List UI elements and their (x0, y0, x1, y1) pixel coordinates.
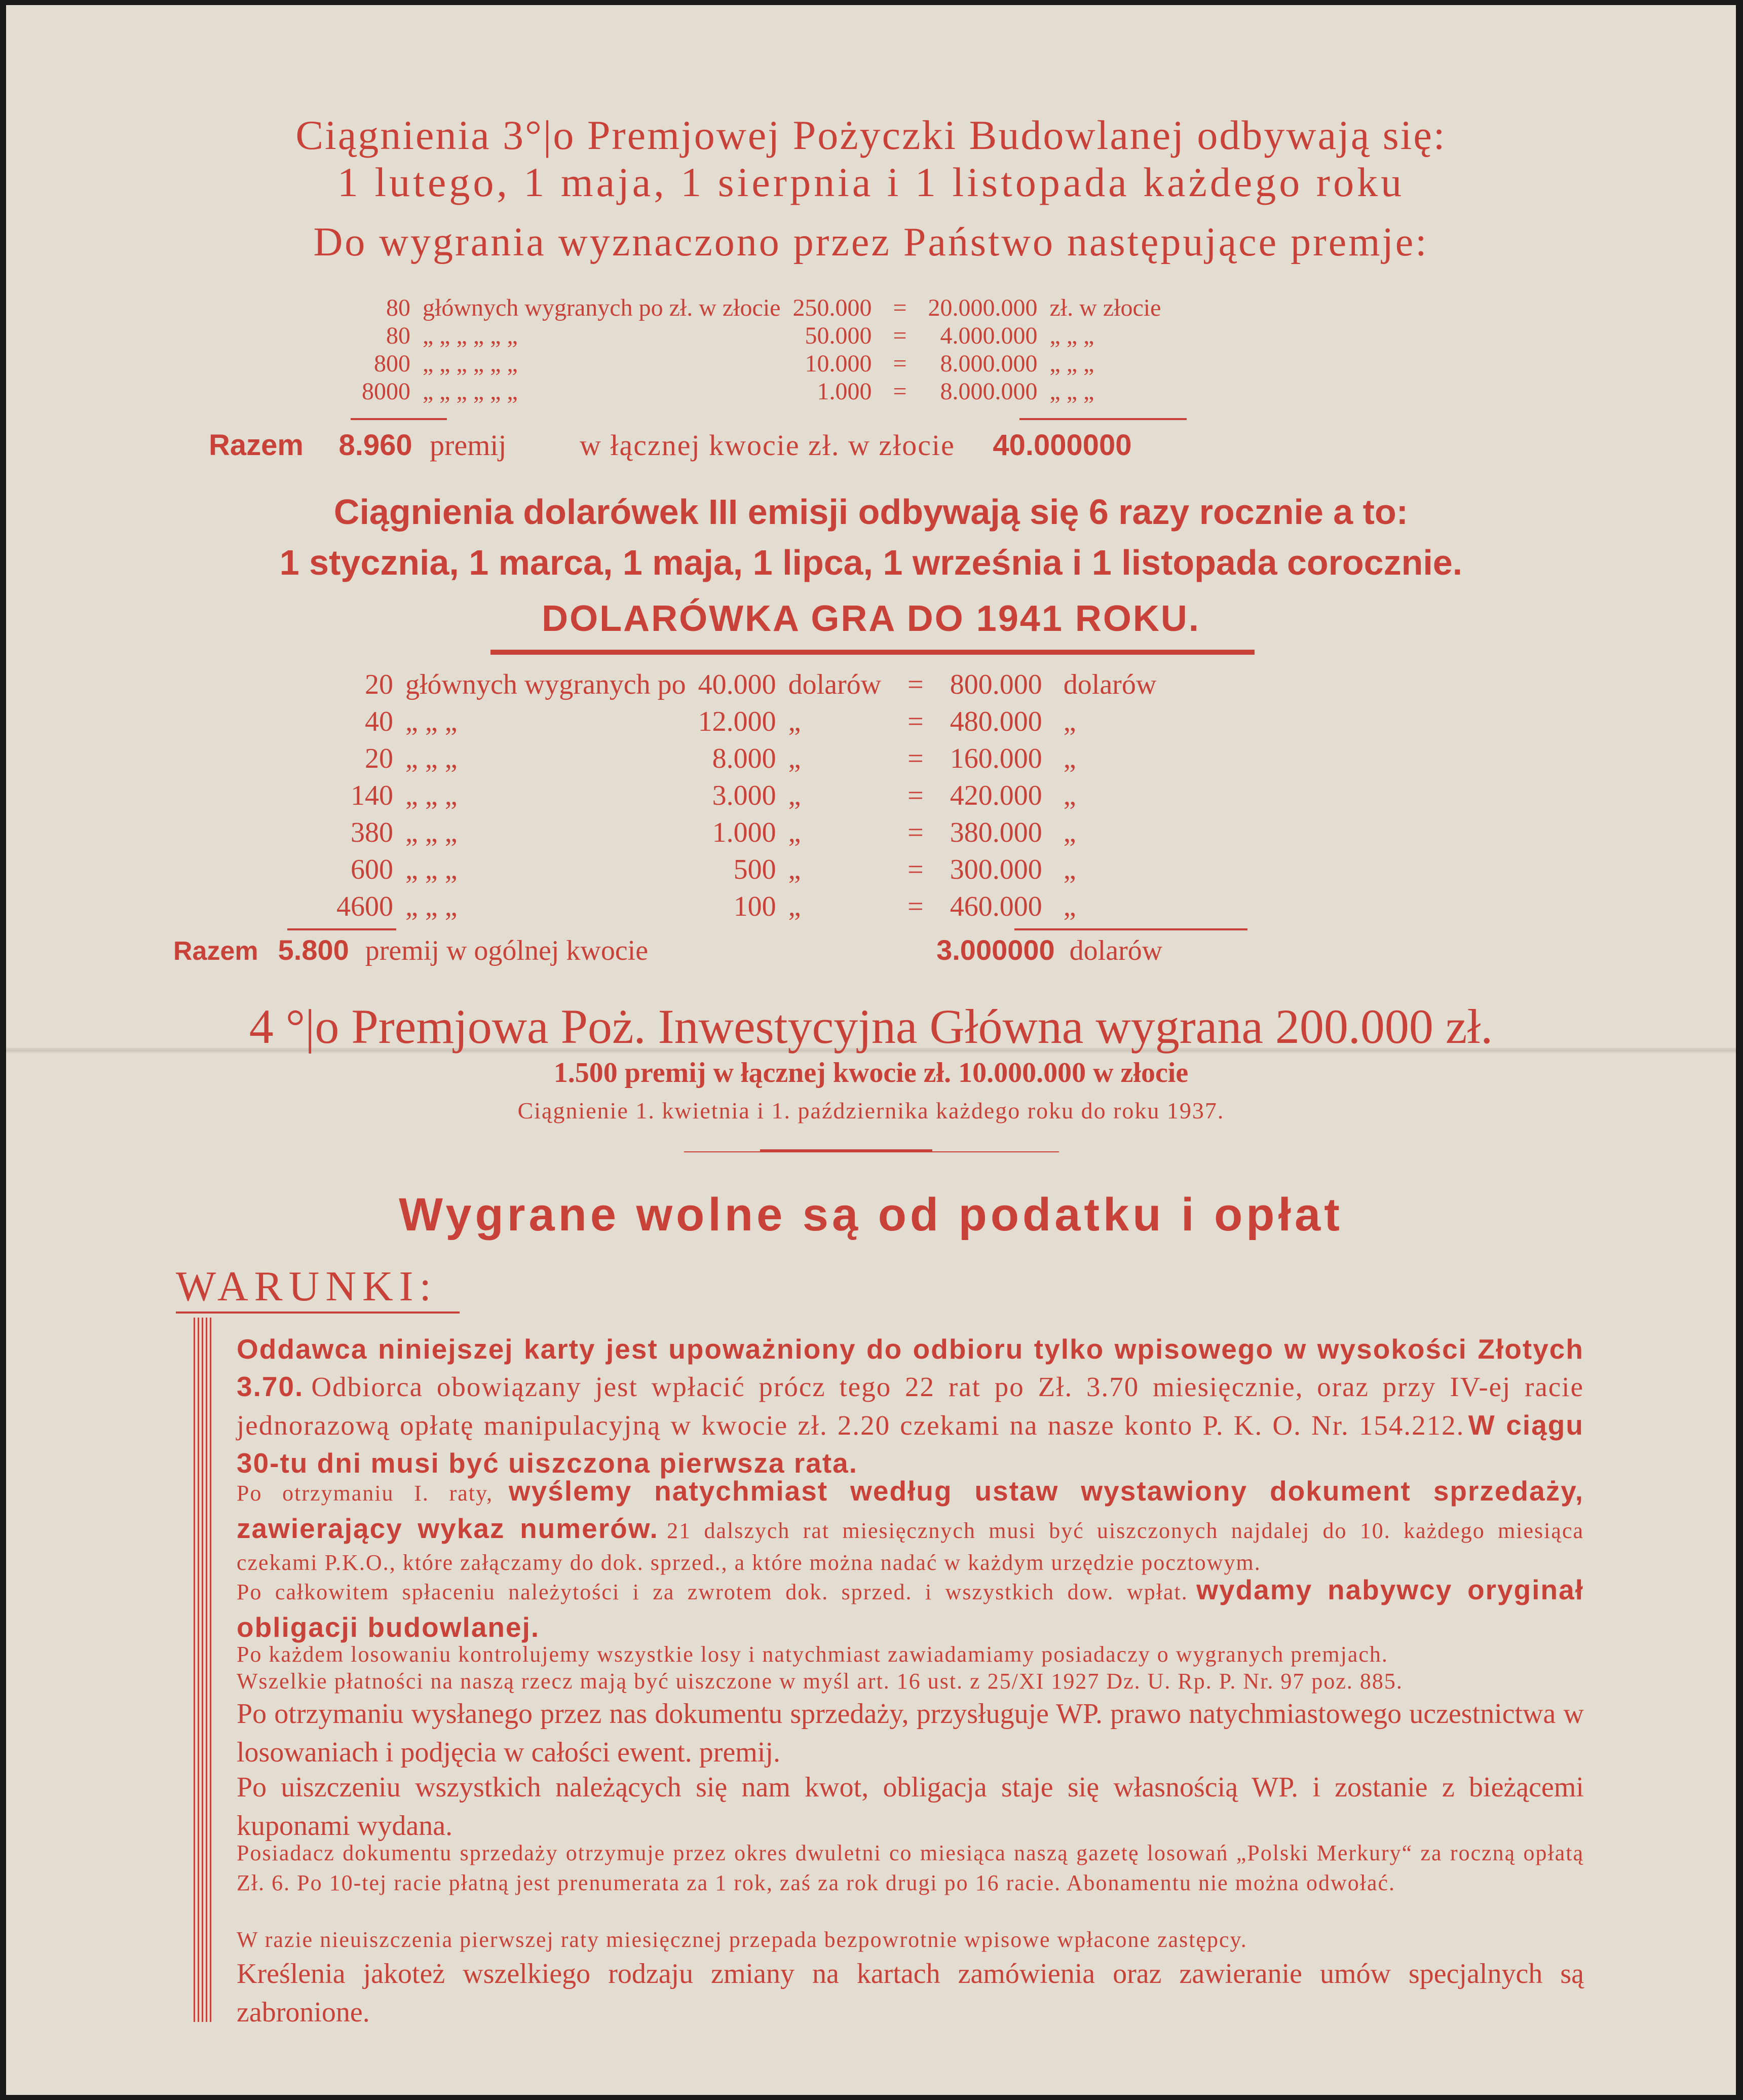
dollar-cell-total: 480.000 (950, 706, 1042, 737)
gold-cell-eq: = (893, 378, 907, 405)
dollar-cell-label: „ „ „ (405, 780, 458, 811)
dollar-cell-eq: = (907, 669, 924, 700)
dollar-grand-total: 3.000000 (936, 934, 1055, 966)
condition-p4: Po każdem losowaniu kontrolujemy wszystkie losy i natychmiast zawiadamiamy posiadaczy o wygranych premjach. (237, 1642, 1388, 1667)
gold-table-row (356, 378, 1167, 405)
dollar-cell-prize: 3.000 (712, 780, 776, 811)
gold-cell-label: głównych wygranych po zł. w złocie (423, 294, 781, 321)
separator-thick (760, 1149, 932, 1152)
gold-cell-count: 80 (386, 294, 410, 321)
dollar-cell-count: 20 (365, 743, 393, 774)
dollar-cell-cur: dolarów (788, 669, 882, 700)
dollar-cell-eq: = (907, 817, 924, 848)
dollar-prize-table (330, 666, 1162, 925)
dollar-cell-total: 420.000 (950, 780, 1042, 811)
header-line-2: 1 lutego, 1 maja, 1 sierpnia i 1 listopada każdego roku (337, 159, 1405, 205)
dollar-table-row (330, 666, 1162, 703)
dollar-cell-label: głównych wygranych po (405, 669, 686, 700)
dollar-table-row (330, 777, 1162, 814)
condition-p8: Posiadacz dokumentu sprzedaży otrzymuje przez okres dwuletni co miesiąca naszą gazetę losowań „Polski Merkury“ za roczną opłatą Zł. 6. Po 10-tej racie płatną jest prenumerata za 1 rok, zaś za rok drugi po 16 racie. Abonamentu nie można odwołać. (237, 1841, 1584, 1896)
dollar-cell-cur: „ (788, 817, 801, 848)
gold-table-row (356, 294, 1167, 322)
gold-cell-prize: 1.000 (817, 378, 872, 405)
conditions-heading: WARUNKI: (176, 1263, 437, 1310)
dollar-cell-cur: „ (788, 743, 801, 774)
condition-p5: Wszelkie płatności na naszą rzecz mają być uiszczone w myśl art. 16 ust. z 25/XI 1927 Dz. U. Rp. P. Nr. 97 poz. 885. (237, 1669, 1403, 1694)
dollar-summary-label: premij w ogólnej kwocie (365, 935, 649, 966)
dollar-table-row (330, 814, 1162, 851)
dollar-cell-label: „ „ „ (405, 743, 458, 774)
dollar-cell-count: 40 (365, 706, 393, 737)
dollar-cell-prize: 40.000 (698, 669, 776, 700)
dollar-cell-unit: „ (1063, 706, 1076, 737)
gold-table-row (356, 350, 1167, 378)
gold-cell-eq: = (893, 322, 907, 349)
gold-table-row (356, 322, 1167, 350)
condition-p10: Kreślenia jakoteż wszelkiego rodzaju zmiany na kartach zamówienia oraz zawieranie umów specjalnych są zabronione. (237, 1958, 1584, 2028)
condition-p1: Oddawca niniejszej karty jest upoważniony do odbioru tylko wpisowego w wysokości Złotych 3.70. Odbiorca obowiązany jest wpłacić prócz tego 22 rat po Zł. 3.70 miesięcznie, oraz przy IV-ej racie jednorazową opłatę manipulacyjną w kwocie zł. 2.20 czekami na nasze konto P. K. O. Nr. 154.212. W ciągu 30-tu dni musi być uiszczona pierwsza rata. (237, 1333, 1584, 1479)
dollar-cell-prize: 12.000 (698, 706, 776, 737)
header-line-3: Do wygrania wyznaczono przez Państwo następujące premje: (313, 220, 1429, 265)
dollar-cell-total: 160.000 (950, 743, 1042, 774)
dollar-cell-prize: 100 (733, 891, 776, 922)
banner-underline (490, 650, 1255, 655)
dollar-cell-prize: 8.000 (712, 743, 776, 774)
condition-p7: Po uiszczeniu wszystkich należących się nam kwot, obligacja staje się własnością WP. i zostanie z bieżącemi kuponami wydana. (237, 1772, 1584, 1842)
gold-cell-eq: = (893, 294, 907, 321)
dollar-cell-total: 380.000 (950, 817, 1042, 848)
dollar-cell-eq: = (907, 743, 924, 774)
gold-cell-unit: zł. w złocie (1049, 294, 1161, 321)
conditions-heading-rule (176, 1311, 460, 1314)
gold-premij: premij (430, 429, 507, 462)
gold-cell-total: 20.000.000 (928, 294, 1038, 321)
dollar-razem: Razem (173, 936, 258, 966)
dollar-cell-eq: = (907, 854, 924, 885)
dollar-cell-unit: „ (1063, 743, 1076, 774)
gold-cell-unit: „ „ „ (1049, 378, 1094, 405)
dollar-cell-cur: „ (788, 891, 801, 922)
dollar-cell-label: „ „ „ (405, 891, 458, 922)
gold-cell-total: 8.000.000 (940, 350, 1038, 377)
dollar-table-row (330, 703, 1162, 740)
gold-cell-eq: = (893, 350, 907, 377)
dollar-cell-label: „ „ „ (405, 854, 458, 885)
dollar-cell-cur: „ (788, 854, 801, 885)
gold-cell-unit: „ „ „ (1049, 350, 1094, 377)
dollar-table-row (330, 888, 1162, 925)
gold-prize-table (356, 294, 1167, 405)
dollar-summary (173, 933, 1162, 967)
dollar-summary-unit: dolarów (1069, 935, 1163, 966)
dollar-cell-total: 300.000 (950, 854, 1042, 885)
tax-free-heading: Wygrane wolne są od podatku i opłat (399, 1189, 1343, 1241)
dollar-cell-cur: „ (788, 706, 801, 737)
conditions-margin-ornament (194, 1318, 214, 2022)
dollar-cell-total: 460.000 (950, 891, 1042, 922)
gold-cell-label: „ „ „ „ „ „ (423, 378, 518, 405)
dollar-cell-unit: „ (1063, 891, 1076, 922)
gold-total-rule (1019, 418, 1187, 420)
dollar-cell-count: 600 (351, 854, 393, 885)
condition-p2: Po otrzymaniu I. raty, wyślemy natychmiast według ustaw wystawiony dokument sprzedaży, zawierający wykaz numerów. 21 dalszych rat miesięcznych musi być uiszczonych najdalej do 10. każdego miesiąca czekami P.K.O., które załączamy do dok. sprzed., a które można nadać w każdym urzędzie pocztowym. (237, 1475, 1584, 1575)
dollar-cell-cur: „ (788, 780, 801, 811)
document-page (6, 5, 1736, 2095)
dollar-cell-count: 140 (351, 780, 393, 811)
dollar-cell-eq: = (907, 780, 924, 811)
gold-summary (209, 428, 1132, 462)
gold-cell-label: „ „ „ „ „ „ (423, 350, 518, 377)
dollar-cell-unit: „ (1063, 854, 1076, 885)
gold-summary-label: w łącznej kwocie zł. w złocie (580, 429, 955, 462)
gold-cell-label: „ „ „ „ „ „ (423, 322, 518, 349)
dollar-cell-eq: = (907, 891, 924, 922)
dollar-line-1: Ciągnienia dolarówek III emisji odbywają się 6 razy rocznie a to: (333, 492, 1409, 532)
dollar-cell-count: 380 (351, 817, 393, 848)
header-line-1: Ciągnienia 3°|o Premjowej Pożyczki Budowlanej odbywają się: (295, 112, 1447, 158)
gold-count-rule (351, 418, 447, 420)
dollar-count-rule (287, 928, 396, 930)
dollar-line-2: 1 stycznia, 1 marca, 1 maja, 1 lipca, 1 września i 1 listopada corocznie. (279, 543, 1463, 582)
dollar-cell-count: 20 (365, 669, 393, 700)
gold-cell-prize: 50.000 (805, 322, 872, 349)
dollar-cell-unit: dolarów (1063, 669, 1157, 700)
dollar-cell-prize: 500 (733, 854, 776, 885)
dollar-table-row (330, 851, 1162, 888)
dollar-cell-eq: = (907, 706, 924, 737)
gold-cell-prize: 10.000 (805, 350, 872, 377)
gold-cell-unit: „ „ „ (1049, 322, 1094, 349)
gold-cell-count: 8000 (362, 378, 410, 405)
dollar-cell-label: „ „ „ (405, 817, 458, 848)
condition-p9: W razie nieuiszczenia pierwszej raty miesięcznej przepada bezpowrotnie wpisowe wpłacone zastępcy. (237, 1927, 1247, 1952)
invest-line-3: Ciągnienie 1. kwietnia i 1. października każdego roku do roku 1937. (517, 1098, 1225, 1123)
invest-line-2: 1.500 premij w łącznej kwocie zł. 10.000.000 w złocie (553, 1057, 1189, 1089)
gold-grand-total: 40.000000 (993, 429, 1132, 462)
gold-total-count: 8.960 (338, 429, 412, 462)
dollar-cell-prize: 1.000 (712, 817, 776, 848)
gold-razem: Razem (209, 429, 304, 462)
invest-line-1: 4 °|o Premjowa Poż. Inwestycyjna Główna wygrana 200.000 zł. (249, 999, 1493, 1054)
condition-p6: Po otrzymaniu wysłanego przez nas dokumentu sprzedaży, przysługuje WP. prawo natychmiastowego uczestnictwa w losowaniach i podjęcia w całości ewent. premij. (237, 1698, 1584, 1768)
dollar-banner: DOLARÓWKA GRA DO 1941 ROKU. (542, 598, 1200, 639)
condition-p3: Po całkowitem spłaceniu należytości i za zwrotem dok. sprzed. i wszystkich dow. wpłat. wydamy nabywcy oryginał obligacji budowlanej. (237, 1574, 1584, 1643)
dollar-cell-unit: „ (1063, 780, 1076, 811)
gold-cell-total: 4.000.000 (940, 322, 1038, 349)
dollar-total-count: 5.800 (278, 934, 349, 966)
gold-cell-count: 80 (386, 322, 410, 349)
dollar-cell-total: 800.000 (950, 669, 1042, 700)
dollar-table-row (330, 740, 1162, 777)
dollar-cell-unit: „ (1063, 817, 1076, 848)
gold-cell-prize: 250.000 (792, 294, 872, 321)
dollar-cell-label: „ „ „ (405, 706, 458, 737)
dollar-cell-count: 4600 (336, 891, 393, 922)
gold-cell-count: 800 (374, 350, 410, 377)
gold-cell-total: 8.000.000 (940, 378, 1038, 405)
dollar-total-rule (1014, 928, 1247, 930)
